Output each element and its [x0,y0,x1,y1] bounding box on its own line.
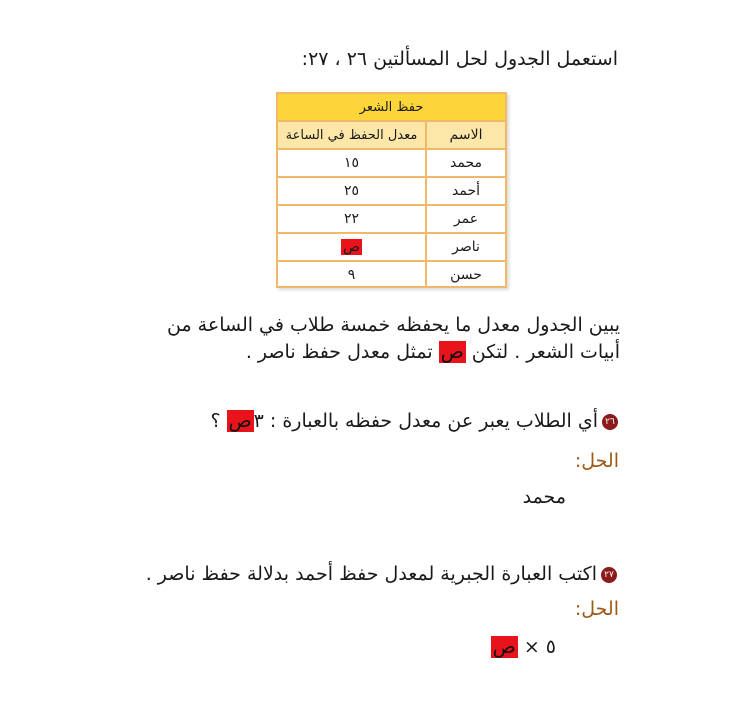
row-rate: ١٥ [343,155,360,171]
description-line2 [167,339,620,366]
description-line2-before: أبيات الشعر . لتكن [465,341,620,363]
poetry-memorization-table [276,92,507,288]
variable-highlight: ص [440,341,464,363]
table-header-row [278,122,505,150]
answer-27-coefficient: ٥ × [517,636,556,658]
question-number-badge: ٢٧ [601,567,617,583]
question-26-end: ؟ [210,410,227,432]
table-row [278,150,505,178]
table-row [278,262,505,288]
question-26 [211,410,618,432]
row-rate: ٩ [347,267,356,283]
question-27-text: اكتب العبارة الجبرية لمعدل حفظ أحمد بدلالة حفظ ناصر . [145,563,597,585]
description-line2-after: تمثل معدل حفظ ناصر . [245,341,439,363]
row-rate-variable: ص [343,239,360,255]
header-name: الاسم [425,122,505,148]
row-rate-cell [278,234,425,260]
intro-text: استعمل الجدول لحل المسألتين ٢٦ ، ٢٧: [301,48,618,70]
description-line1: يبين الجدول معدل ما يحفظه خمسة طلاب في الساعة من [167,314,620,336]
solution-label-26: الحل: [574,450,619,472]
question-26-text: أي الطلاب يعبر عن معدل حفظه بالعبارة : ٣ [253,410,598,432]
table-row [278,234,505,262]
row-name: عمر [425,206,505,232]
table-row [278,178,505,206]
row-name: حسن [425,262,505,288]
table-row [278,206,505,234]
row-name: محمد [425,150,505,176]
question-27 [146,563,617,585]
answer-27 [491,636,556,658]
table-title: حفظ الشعر [278,94,505,122]
row-name: أحمد [425,178,505,204]
description [167,312,620,366]
question-number-badge: ٢٦ [602,414,618,430]
row-rate: ٢٥ [343,183,360,199]
header-rate: معدل الحفظ في الساعة [285,127,418,143]
row-name: ناصر [425,234,505,260]
question-26-variable: ص [228,410,252,432]
solution-label-27: الحل: [574,598,619,620]
row-rate: ٢٢ [343,211,360,227]
answer-26: محمد [522,486,566,508]
answer-27-variable: ص [492,636,516,658]
